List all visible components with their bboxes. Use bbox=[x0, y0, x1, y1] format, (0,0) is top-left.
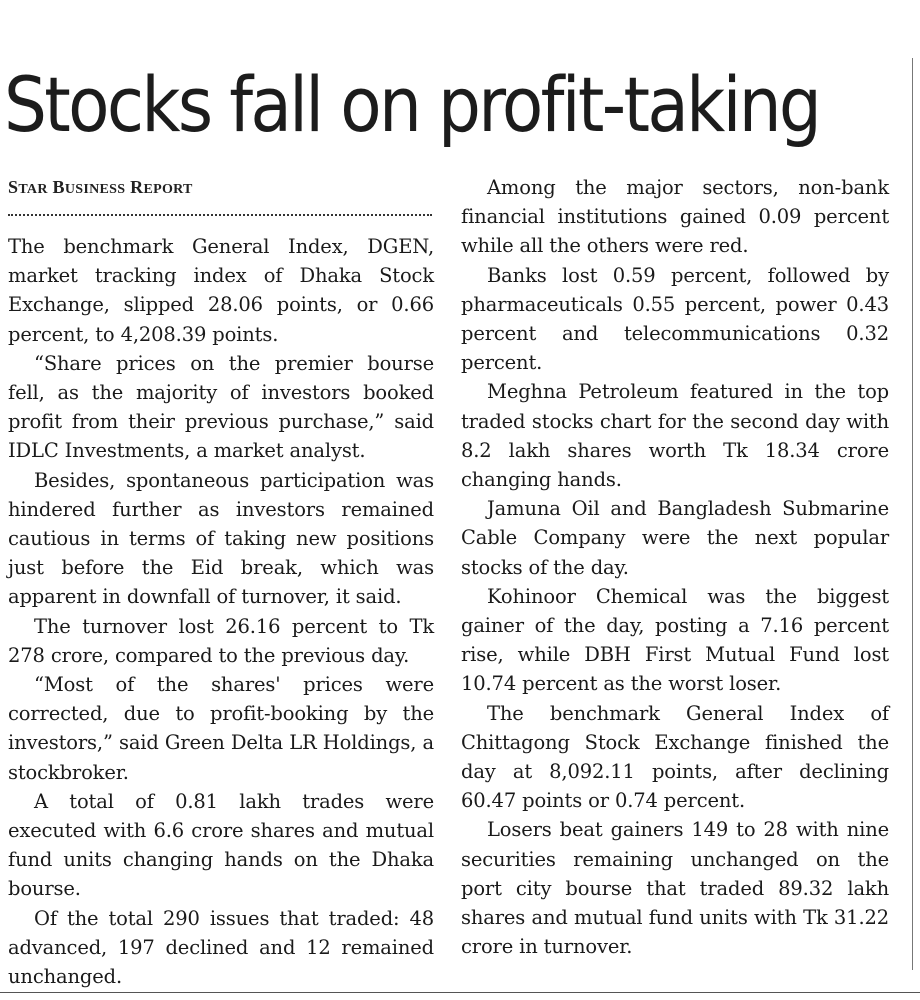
headline: Stocks fall on profit-taking bbox=[4, 60, 820, 149]
paragraph: Banks lost 0.59 percent, followed by pharmaceuticals 0.55 percent, power 0.43 percent and telecommunications 0.32 percent. bbox=[461, 263, 889, 375]
paragraph: Of the total 290 issues that traded: 48 advanced, 197 declined and 12 remained unchanged. bbox=[8, 906, 434, 989]
paragraph: Jamuna Oil and Bangladesh Submarine Cable Company were the next popular stocks of the day. bbox=[461, 497, 889, 579]
paragraph: “Share prices on the premier bourse fell, as the majority of investors booked profit from their previous purchase,” said IDLC Investments, a market analyst. bbox=[8, 351, 434, 463]
paragraph: The turnover lost 26.16 percent to Tk 278 crore, compared to the previous day. bbox=[8, 614, 434, 667]
paragraph: Kohinoor Chemical was the biggest gainer of the day, posting a 7.16 percent rise, while DBH First Mutual Fund lost 10.74 percent as the worst loser. bbox=[461, 584, 889, 696]
byline-report-initial: R bbox=[130, 177, 144, 197]
paragraph: Losers beat gainers 149 to 28 with nine securities remaining unchanged on the port city bourse that traded 89.32 lakh shares and mutual fund units with Tk 31.22 crore in turnover. bbox=[461, 818, 889, 959]
paragraph: A total of 0.81 lakh trades were executed with 6.6 crore shares and mutual fund units changing hands on the Dhaka bourse. bbox=[8, 789, 434, 901]
byline bbox=[8, 177, 193, 201]
byline-business-initial: B bbox=[52, 177, 65, 197]
byline-dotted-divider bbox=[8, 208, 432, 216]
paragraph: Besides, spontaneous participation was hindered further as investors remained cautious in terms of taking new positions just before the Eid break, which was apparent in downfall of turnover, it said. bbox=[8, 468, 434, 609]
byline-business-rest: USINESS bbox=[64, 182, 126, 197]
bottom-rule bbox=[0, 992, 920, 993]
right-edge-rule bbox=[912, 58, 913, 970]
paragraph: Meghna Petroleum featured in the top traded stocks chart for the second day with 8.2 lakh shares worth Tk 18.34 crore changing hands. bbox=[461, 380, 889, 492]
paragraph: Among the major sectors, non-bank financial institutions gained 0.09 percent while all the others were red. bbox=[461, 176, 889, 258]
paragraph: “Most of the shares' prices were corrected, due to profit-booking by the investors,” said Green Delta LR Holdings, a stockbroker. bbox=[8, 673, 434, 784]
right-column bbox=[461, 173, 889, 961]
byline-star-initial: S bbox=[8, 177, 19, 197]
byline-report-rest: EPORT bbox=[143, 182, 193, 197]
paragraph: The benchmark General Index of Chittagong Stock Exchange finished the day at 8,092.11 points, after declining 60.47 points or 0.74 percent. bbox=[461, 701, 889, 813]
byline-star-rest: TAR bbox=[18, 182, 48, 197]
paragraph: The benchmark General Index, DGEN, market tracking index of Dhaka Stock Exchange, slipped 28.06 points, or 0.66 percent, to 4,208.39 points. bbox=[8, 235, 434, 346]
left-column bbox=[8, 232, 434, 991]
